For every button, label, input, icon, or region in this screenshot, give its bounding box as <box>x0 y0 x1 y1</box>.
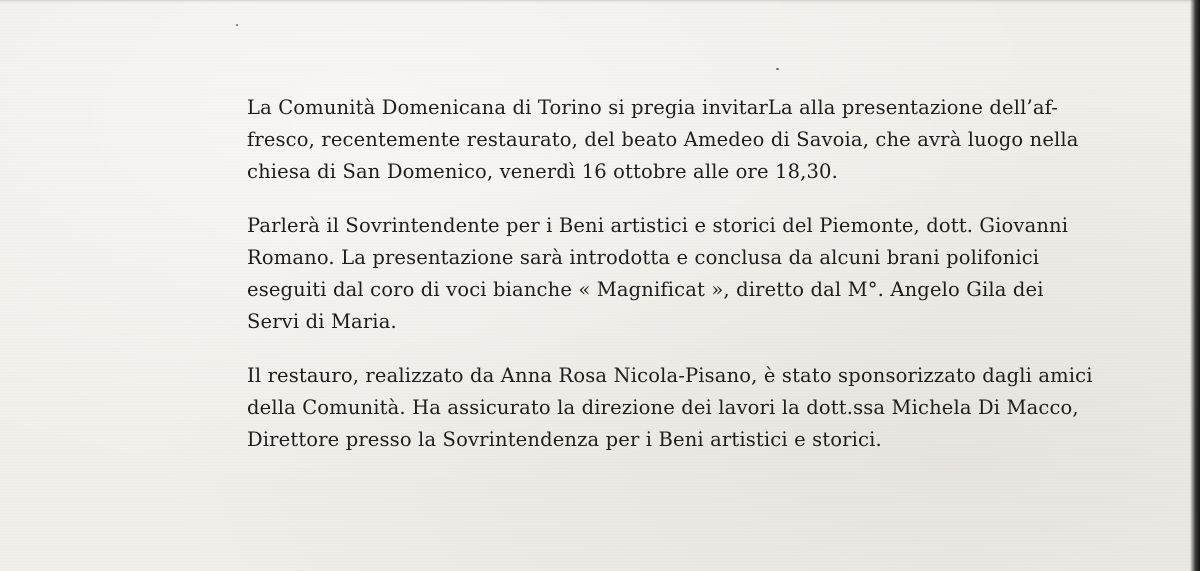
text-line: La Comunità Domenicana di Torino si pregia invitarLa alla presentazione dell’af- <box>247 96 1059 119</box>
paper-speck <box>776 68 779 70</box>
text-line: Direttore presso la Sovrintendenza per i Beni artistici e storici. <box>247 428 882 451</box>
text-line: Il restauro, realizzato da Anna Rosa Nicola-Pisano, è stato sponsorizzato dagli amici <box>247 364 1093 387</box>
paragraph-speakers <box>247 210 1073 338</box>
text-line: eseguiti dal coro di voci bianche « Magnificat », diretto dal M°. Angelo Gila dei <box>247 278 1044 301</box>
text-line: della Comunità. Ha assicurato la direzione dei lavori la dott.ssa Michela Di Macco, <box>247 396 1079 419</box>
invitation-text <box>247 92 1093 478</box>
paper-speck <box>236 24 238 26</box>
text-line: Servi di Maria. <box>247 310 397 333</box>
paragraph-invitation <box>247 92 1079 188</box>
text-line: Romano. La presentazione sarà introdotta e conclusa da alcuni brani polifonici <box>247 246 1040 269</box>
text-line: Parlerà il Sovrintendente per i Beni artistici e storici del Piemonte, dott. Giovanni <box>247 214 1069 237</box>
scan-top-edge <box>0 0 1200 3</box>
paragraph-restoration <box>247 360 1093 456</box>
text-line: chiesa di San Domenico, venerdì 16 ottobre alle ore 18,30. <box>247 160 838 183</box>
scan-right-edge <box>1190 0 1200 571</box>
text-line: fresco, recentemente restaurato, del beato Amedeo di Savoia, che avrà luogo nella <box>247 128 1079 151</box>
